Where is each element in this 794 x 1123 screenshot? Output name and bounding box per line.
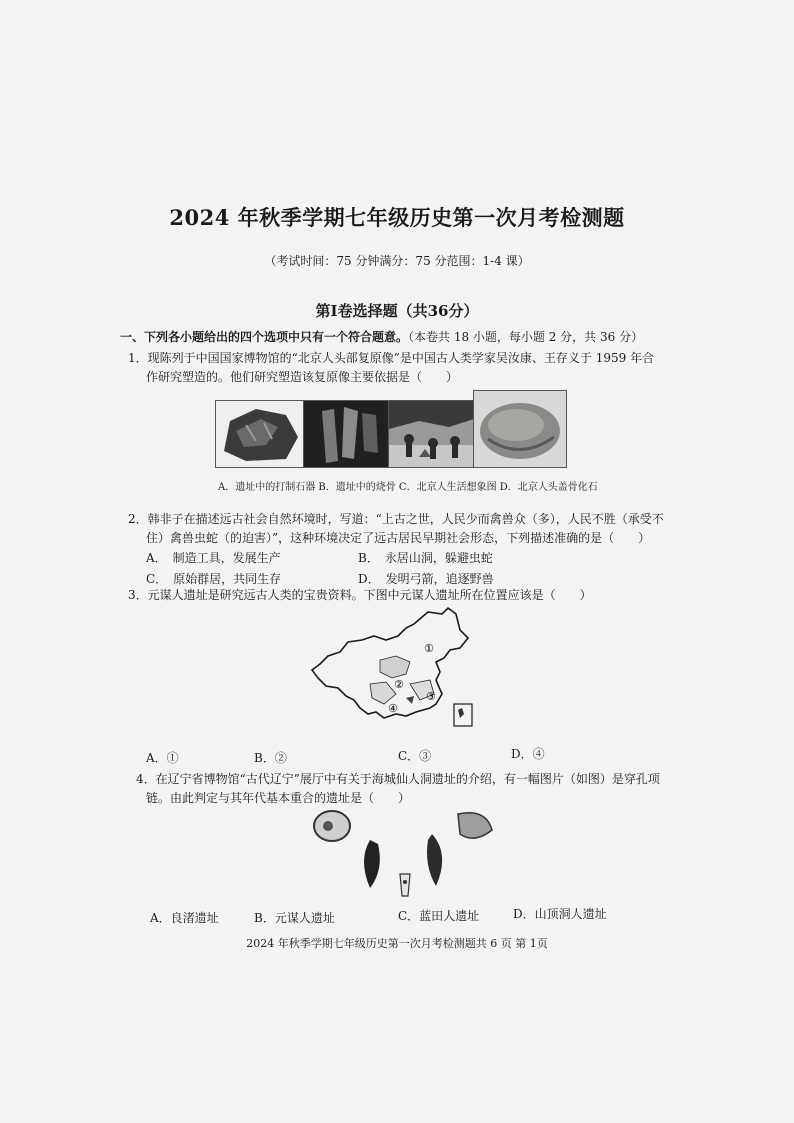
page-footer: 2024 年秋季学期七年级历史第一次月考检测题共 6 页 第 1页 bbox=[246, 937, 548, 950]
q2-stem-line2: 住）禽兽虫蛇（的迫害）”，这种环境决定了远古居民早期社会形态，下列描述准确的是（ ） bbox=[146, 531, 651, 545]
q4-option-d[interactable]: D．山顶洞人遗址 bbox=[513, 907, 607, 921]
instruction-main: 一、下列各小题给出的四个选项中只有一个符合题意。 bbox=[120, 330, 409, 344]
q3-option-c[interactable]: C．③ bbox=[398, 749, 432, 763]
map-marker-3: ③ bbox=[426, 690, 436, 703]
stone-tool-photo bbox=[215, 400, 305, 468]
pierced-necklace-photo bbox=[300, 800, 500, 900]
map-marker-2: ② bbox=[394, 678, 404, 691]
burnt-bone-photo bbox=[303, 400, 390, 468]
q2-option-a[interactable]: A． 制造工具，发展生产 bbox=[146, 551, 281, 565]
q3-stem: 3．元谋人遗址是研究远古人类的宝贵资料。下图中元谋人遗址所在位置应该是（ ） bbox=[128, 588, 592, 602]
q3-option-a[interactable]: A．① bbox=[146, 751, 179, 765]
map-marker-1: ① bbox=[424, 642, 434, 655]
peking-man-life-illustration bbox=[388, 400, 475, 468]
exam-title: 2024 年秋季学期七年级历史第一次月考检测题 bbox=[169, 205, 625, 230]
q4-option-a[interactable]: A．良渚遗址 bbox=[150, 911, 219, 925]
q2-stem-line1: 2．韩非子在描述远古社会自然环境时，写道：“上古之世，人民少而禽兽众（多），人民不胜（承受不 bbox=[128, 512, 664, 526]
china-map bbox=[310, 600, 480, 740]
q1-stem-line2: 作研究塑造的。他们研究塑造该复原像主要依据是（ ） bbox=[146, 370, 459, 384]
skull-fossil-photo bbox=[473, 390, 567, 468]
q3-option-b[interactable]: B．② bbox=[254, 751, 287, 765]
section-title: 第Ⅰ卷选择题（共36分） bbox=[315, 302, 479, 320]
q2-option-c[interactable]: C． 原始群居，共同生存 bbox=[146, 572, 282, 586]
q1-stem-line1: 1．现陈列于中国国家博物馆的“北京人头部复原像”是中国古人类学家吴汝康、王存义于 1959 年合 bbox=[128, 351, 655, 365]
instruction-note: （本卷共 18 小题，每小题 2 分，共 36 分） bbox=[408, 330, 644, 344]
map-marker-4: ④ bbox=[388, 702, 398, 715]
q4-option-b[interactable]: B．元谋人遗址 bbox=[254, 911, 335, 925]
q2-option-d[interactable]: D． 发明弓箭，追逐野兽 bbox=[358, 572, 494, 586]
exam-subtitle: （考试时间：75 分钟满分：75 分范围：1-4 课） bbox=[264, 254, 530, 268]
q4-stem-line1: 4．在辽宁省博物馆“古代辽宁”展厅中有关于海城仙人洞遗址的介绍，有一幅图片（如图）是穿孔项 bbox=[136, 772, 660, 786]
q1-image-caption: A．遗址中的打制石器 B．遗址中的烧骨 C．北京人生活想象图 D．北京人头盖骨化石 bbox=[218, 482, 598, 493]
section-instruction bbox=[120, 328, 643, 345]
q2-option-b[interactable]: B． 永居山洞，躲避虫蛇 bbox=[358, 551, 493, 565]
q4-option-c[interactable]: C．蓝田人遗址 bbox=[398, 909, 480, 923]
q4-stem-line2: 链。由此判定与其年代基本重合的遗址是（ ） bbox=[146, 791, 411, 805]
q3-option-d[interactable]: D．④ bbox=[511, 747, 545, 761]
